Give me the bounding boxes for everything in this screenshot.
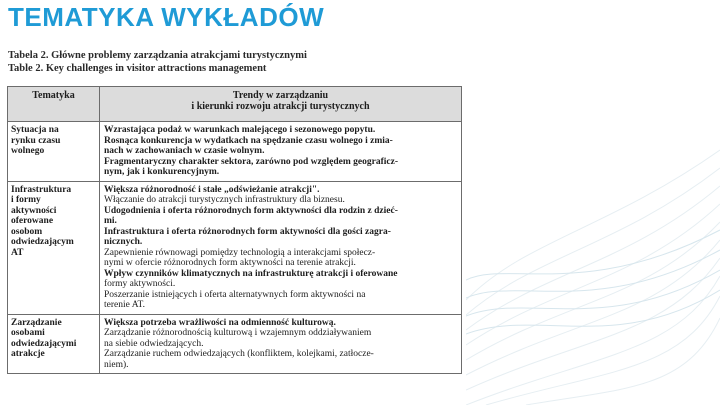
table-row	[8, 122, 462, 182]
decorative-wave-lines	[466, 0, 720, 405]
trend-line: Włączanie do atrakcji turystycznych infrastruktury dla biznesu.	[104, 195, 345, 205]
trend-line: Udogodnienia i oferta różnorodnych form aktywności dla rodzin z dzieć-	[104, 205, 398, 216]
topic-line: osobami	[11, 328, 45, 338]
header-trends-line-1: Trendy w zarządzaniu	[232, 90, 329, 101]
topic-line: i formy	[11, 195, 41, 205]
trend-line: Wpływ czynników klimatycznych na infrastrukturę atrakcji i oferowane	[104, 268, 398, 279]
trend-line: mi.	[104, 216, 117, 226]
trend-line: formy aktywności.	[104, 279, 176, 289]
table-caption-english: Table 2. Key challenges in visitor attractions management	[8, 63, 267, 74]
topic-line: AT	[11, 247, 24, 258]
trend-line: nach w zachowaniach w czasie wolnym.	[104, 146, 265, 156]
trend-line: nymi w ofercie różnorodnych form aktywności na terenie atrakcji.	[104, 258, 356, 268]
trend-line: niem).	[104, 359, 129, 370]
trend-line: na siebie odwiedzających.	[104, 338, 204, 349]
topic-line: atrakcje	[11, 349, 45, 359]
challenges-table	[7, 86, 462, 374]
topic-cell	[8, 181, 100, 314]
trend-line: Zapewnienie równowagi pomiędzy technologią a interakcjami społecz-	[104, 247, 376, 258]
topic-cell	[8, 122, 100, 182]
trends-cell	[100, 181, 462, 314]
topic-line: Zarządzanie	[11, 317, 62, 328]
header-topic: Tematyka	[8, 87, 100, 122]
topic-line: rynku czasu	[11, 135, 61, 146]
trend-line: Zarządzanie ruchem odwiedzających (konfliktem, kolejkami, zatłocze-	[104, 349, 374, 359]
trend-line: Rosnąca konkurencja w wydatkach na spędzanie czasu wolnego i zmia-	[104, 135, 393, 146]
slide-title: TEMATYKA WYKŁADÓW	[8, 2, 325, 32]
topic-line: wolnego	[11, 146, 45, 156]
header-trends-line-2: i kierunki rozwoju atrakcji turystycznych	[191, 101, 370, 112]
trend-line: Większa różnorodność i stałe „odświeżanie atrakcji".	[104, 184, 320, 195]
trend-line: Zarządzanie różnorodnością kulturową i wzajemnym oddziaływaniem	[104, 328, 372, 338]
topic-line: Infrastruktura	[11, 184, 72, 195]
trend-line: nicznych.	[104, 237, 143, 247]
trend-line: Poszerzanie istniejących i oferta alternatywnych form aktywności na	[104, 289, 366, 300]
table-caption-polish: Tabela 2. Główne problemy zarządzania atrakcjami turystycznymi	[8, 50, 307, 61]
trends-cell	[100, 314, 462, 374]
trend-line: Infrastruktura i oferta różnorodnych form aktywności dla gości zagra-	[104, 226, 391, 237]
topic-line: oferowane	[11, 216, 54, 226]
trend-line: nym, jak i konkurencyjnym.	[104, 167, 220, 177]
table-row	[8, 314, 462, 374]
topic-line: odwiedzającymi	[11, 338, 77, 349]
topic-line: odwiedzającym	[11, 237, 74, 247]
table-header-row	[8, 87, 462, 122]
trend-line: Wzrastająca podaż w warunkach malejącego i sezonowego popytu.	[104, 125, 376, 135]
trend-line: terenie AT.	[104, 300, 145, 310]
topic-line: Sytuacja na	[11, 125, 59, 135]
topic-cell	[8, 314, 100, 374]
topic-line: aktywności	[11, 205, 57, 216]
topic-line: osobom	[11, 226, 43, 237]
header-trends	[100, 87, 462, 122]
trend-line: Większa potrzeba wrażliwości na odmienność kulturową.	[104, 317, 336, 328]
table-row	[8, 181, 462, 314]
trend-line: Fragmentaryczny charakter sektora, zarówno pod względem geograficz-	[104, 156, 398, 167]
trends-cell	[100, 122, 462, 182]
document-scan	[6, 48, 466, 405]
